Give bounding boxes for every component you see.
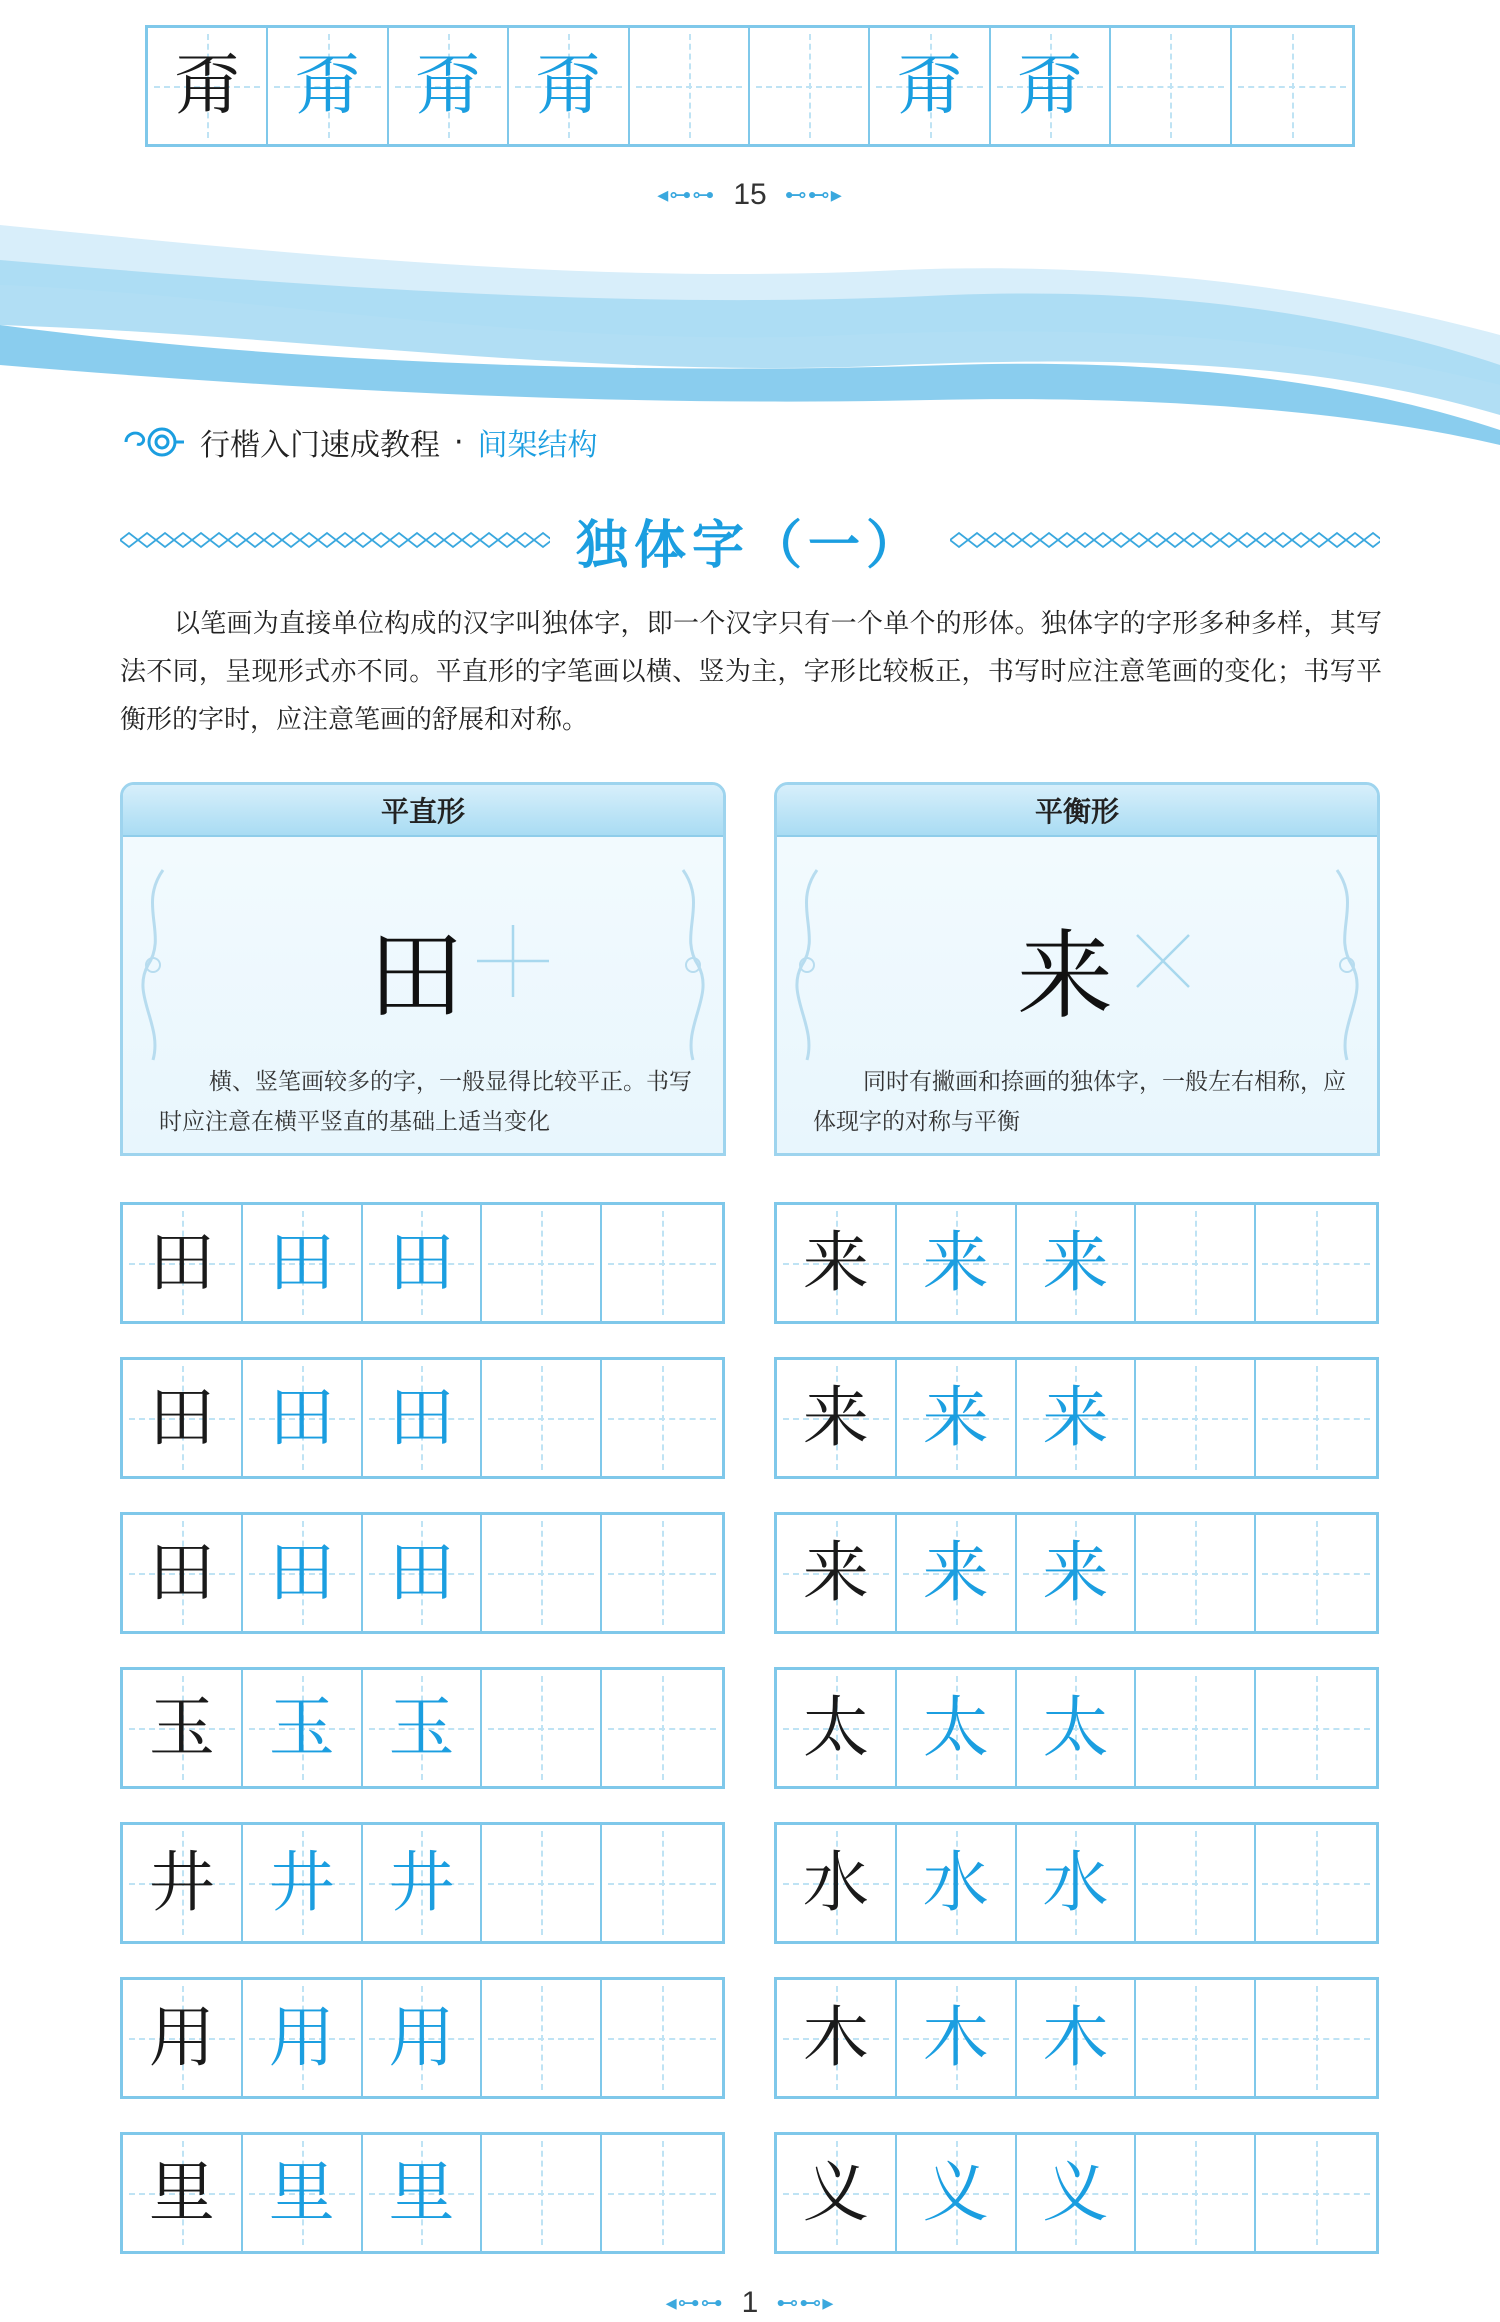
grid-cell: [1136, 1360, 1256, 1476]
practice-char: 太: [802, 1689, 869, 1766]
grid-cell: [777, 1670, 897, 1786]
trace-char: 里: [268, 2154, 335, 2231]
grid-cell: [777, 1205, 897, 1321]
grid-cell: [602, 1515, 722, 1631]
grid-cell: [602, 1670, 722, 1786]
practice-row-left: [120, 2132, 725, 2254]
practice-char: 来: [802, 1534, 869, 1611]
grid-cell: [1256, 1980, 1376, 2096]
practice-char: 玉: [148, 1689, 215, 1766]
grid-cell: [870, 28, 990, 144]
grid-cell: [777, 2135, 897, 2251]
grid-cell: [777, 1980, 897, 2096]
grid-cell: [363, 1825, 483, 1941]
practice-char: 用: [148, 1999, 215, 2076]
ornament-left-icon: ◂⊶⊶: [665, 2290, 724, 2315]
trace-char: 水: [1042, 1844, 1109, 1921]
grid-cell: [482, 1670, 602, 1786]
grid-cell: [1136, 2135, 1256, 2251]
ornament-left-icon: ◂⊶⊶: [657, 182, 716, 207]
practice-row-left: [120, 1667, 725, 1789]
trace-char: 田: [268, 1534, 335, 1611]
trace-char: 玉: [388, 1689, 455, 1766]
grid-cell: [897, 1205, 1017, 1321]
practice-row-right: [774, 1202, 1379, 1324]
trace-char: 木: [922, 1999, 989, 2076]
grid-cell: [1256, 2135, 1376, 2251]
grid-cell: [1256, 1360, 1376, 1476]
grid-cell: [243, 1670, 363, 1786]
trace-char: 太: [1042, 1689, 1109, 1766]
panel-pingzhi: [120, 782, 726, 1156]
panel-pingheng: [774, 782, 1380, 1156]
x-symbol-icon: [1133, 931, 1193, 991]
practice-char: 木: [802, 1999, 869, 2076]
practice-char: 来: [802, 1379, 869, 1456]
trace-char: 来: [922, 1534, 989, 1611]
grid-cell: [243, 2135, 363, 2251]
grid-cell: [1256, 1515, 1376, 1631]
grid-cell: [123, 2135, 243, 2251]
example-char: 田: [368, 920, 464, 1032]
practice-row-left: [120, 1512, 725, 1634]
trace-char: 义: [1042, 2154, 1109, 2231]
grid-cell: [1136, 1515, 1256, 1631]
diamond-rule-right: [950, 530, 1380, 550]
practice-char: 田: [148, 1224, 215, 1301]
grid-cell: [123, 1825, 243, 1941]
grid-cell: [148, 28, 268, 144]
grid-cell: [243, 1360, 363, 1476]
panel-description: 同时有撇画和捺画的独体字，一般左右相称，应体现字的对称与平衡: [813, 1069, 1346, 1135]
trace-char: 甭: [1017, 47, 1084, 124]
grid-cell: [991, 28, 1111, 144]
practice-char: 田: [148, 1379, 215, 1456]
flourish-right-icon: [673, 865, 713, 1065]
grid-cell: [1017, 1205, 1137, 1321]
trace-char: 来: [922, 1379, 989, 1456]
trace-char: 来: [1042, 1379, 1109, 1456]
trace-char: 甭: [896, 47, 963, 124]
page-title: 独体字（一）: [575, 515, 924, 576]
grid-cell: [750, 28, 870, 144]
grid-cell: [1136, 1670, 1256, 1786]
grid-cell: [509, 28, 629, 144]
wave-divider: [0, 215, 1500, 455]
grid-cell: [897, 1515, 1017, 1631]
grid-cell: [363, 1515, 483, 1631]
practice-row-right: [774, 1977, 1379, 2099]
panel-title: 平衡形: [777, 785, 1377, 837]
intro-paragraph: 以笔画为直接单位构成的汉字叫独体字，即一个汉字只有一个单个的形体。独体字的字形多种多样，其写法不同，呈现形式亦不同。平直形的字笔画以横、竖为主，字形比较板正，书写时应注意笔画的变化；书写平衡形的字时，应注意笔画的舒展和对称。: [120, 609, 1382, 735]
practice-row-right: [774, 1357, 1379, 1479]
grid-cell: [602, 1825, 722, 1941]
trace-char: 义: [922, 2154, 989, 2231]
grid-cell: [1017, 1670, 1137, 1786]
grid-cell: [777, 1515, 897, 1631]
grid-cell: [123, 1515, 243, 1631]
book-title: 行楷入门速成教程: [200, 429, 440, 462]
trace-char: 玉: [268, 1689, 335, 1766]
trace-char: 田: [388, 1534, 455, 1611]
practice-char: 甭: [174, 47, 241, 124]
ornament-right-icon: ⊷⊷▸: [784, 182, 843, 207]
trace-char: 甭: [535, 47, 602, 124]
panel-title: 平直形: [123, 785, 723, 837]
grid-cell: [602, 1980, 722, 2096]
grid-cell: [1232, 28, 1352, 144]
practice-char: 来: [802, 1224, 869, 1301]
grid-cell: [1256, 1670, 1376, 1786]
grid-cell: [602, 1360, 722, 1476]
grid-cell: [1256, 1205, 1376, 1321]
practice-row-left: [120, 1822, 725, 1944]
grid-cell: [897, 2135, 1017, 2251]
grid-cell: [1017, 1360, 1137, 1476]
grid-cell: [243, 1825, 363, 1941]
page-number-text: 15: [733, 178, 767, 211]
trace-char: 太: [922, 1689, 989, 1766]
practice-row-right: [774, 2132, 1379, 2254]
grid-cell: [482, 1825, 602, 1941]
grid-cell: [630, 28, 750, 144]
title-separator: ·: [454, 424, 464, 460]
grid-cell: [897, 1980, 1017, 2096]
page-number-text: 1: [741, 2286, 759, 2319]
grid-cell: [777, 1825, 897, 1941]
trace-char: 来: [1042, 1224, 1109, 1301]
practice-char: 水: [802, 1844, 869, 1921]
trace-char: 来: [1042, 1534, 1109, 1611]
practice-row-right: [774, 1667, 1379, 1789]
trace-char: 甭: [294, 47, 361, 124]
example-char: 来: [1017, 920, 1113, 1032]
grid-cell: [123, 1205, 243, 1321]
practice-row-left: [120, 1202, 725, 1324]
grid-cell: [482, 1515, 602, 1631]
grid-cell: [897, 1825, 1017, 1941]
grid-cell: [363, 1670, 483, 1786]
panel-description: 横、竖笔画较多的字，一般显得比较平正。书写时应注意在横平竖直的基础上适当变化: [159, 1069, 692, 1135]
grid-cell: [897, 1360, 1017, 1476]
page-number-bottom: [0, 2286, 1500, 2320]
section-heading: [120, 505, 1380, 575]
flourish-right-icon: [1327, 865, 1367, 1065]
grid-cell: [602, 1205, 722, 1321]
grid-cell: [123, 1360, 243, 1476]
trace-char: 用: [388, 1999, 455, 2076]
grid-cell: [777, 1360, 897, 1476]
grid-cell: [1017, 1825, 1137, 1941]
flourish-left-icon: [133, 865, 173, 1065]
practice-char: 田: [148, 1534, 215, 1611]
grid-cell: [1017, 1980, 1137, 2096]
cross-symbol-icon: [475, 923, 551, 999]
grid-cell: [363, 1360, 483, 1476]
trace-char: 用: [268, 1999, 335, 2076]
trace-char: 水: [922, 1844, 989, 1921]
grid-cell: [363, 1980, 483, 2096]
trace-char: 田: [388, 1224, 455, 1301]
diamond-rule-left: [120, 530, 550, 550]
practice-row-right: [774, 1512, 1379, 1634]
practice-row-left: [120, 1977, 725, 2099]
grid-cell: [1256, 1825, 1376, 1941]
trace-char: 甭: [415, 47, 482, 124]
swirl-logo-icon: [120, 424, 186, 460]
grid-cell: [1136, 1825, 1256, 1941]
trace-char: 田: [268, 1224, 335, 1301]
ornament-right-icon: ⊷⊷▸: [776, 2290, 835, 2315]
grid-cell: [363, 1205, 483, 1321]
grid-cell: [123, 1670, 243, 1786]
grid-cell: [268, 28, 388, 144]
trace-char: 木: [1042, 1999, 1109, 2076]
grid-cell: [243, 1980, 363, 2096]
practice-char: 里: [148, 2154, 215, 2231]
trace-char: 田: [268, 1379, 335, 1456]
grid-cell: [482, 1980, 602, 2096]
grid-cell: [1136, 1205, 1256, 1321]
grid-cell: [897, 1670, 1017, 1786]
practice-char: 义: [802, 2154, 869, 2231]
grid-cell: [482, 2135, 602, 2251]
grid-cell: [602, 2135, 722, 2251]
trace-char: 田: [388, 1379, 455, 1456]
trace-char: 来: [922, 1224, 989, 1301]
section-title: 间架结构: [477, 429, 598, 462]
top-practice-grid: [145, 25, 1355, 147]
page-number-top: [0, 178, 1500, 212]
practice-row-right: [774, 1822, 1379, 1944]
grid-cell: [1111, 28, 1231, 144]
grid-cell: [482, 1205, 602, 1321]
grid-cell: [243, 1515, 363, 1631]
grid-cell: [1017, 1515, 1137, 1631]
practice-row-left: [120, 1357, 725, 1479]
grid-cell: [123, 1980, 243, 2096]
grid-cell: [482, 1360, 602, 1476]
trace-char: 井: [268, 1844, 335, 1921]
grid-cell: [1017, 2135, 1137, 2251]
grid-cell: [363, 2135, 483, 2251]
trace-char: 井: [388, 1844, 455, 1921]
book-header: [120, 420, 598, 464]
practice-char: 井: [148, 1844, 215, 1921]
trace-char: 里: [388, 2154, 455, 2231]
grid-cell: [389, 28, 509, 144]
grid-cell: [243, 1205, 363, 1321]
grid-cell: [1136, 1980, 1256, 2096]
flourish-left-icon: [787, 865, 827, 1065]
